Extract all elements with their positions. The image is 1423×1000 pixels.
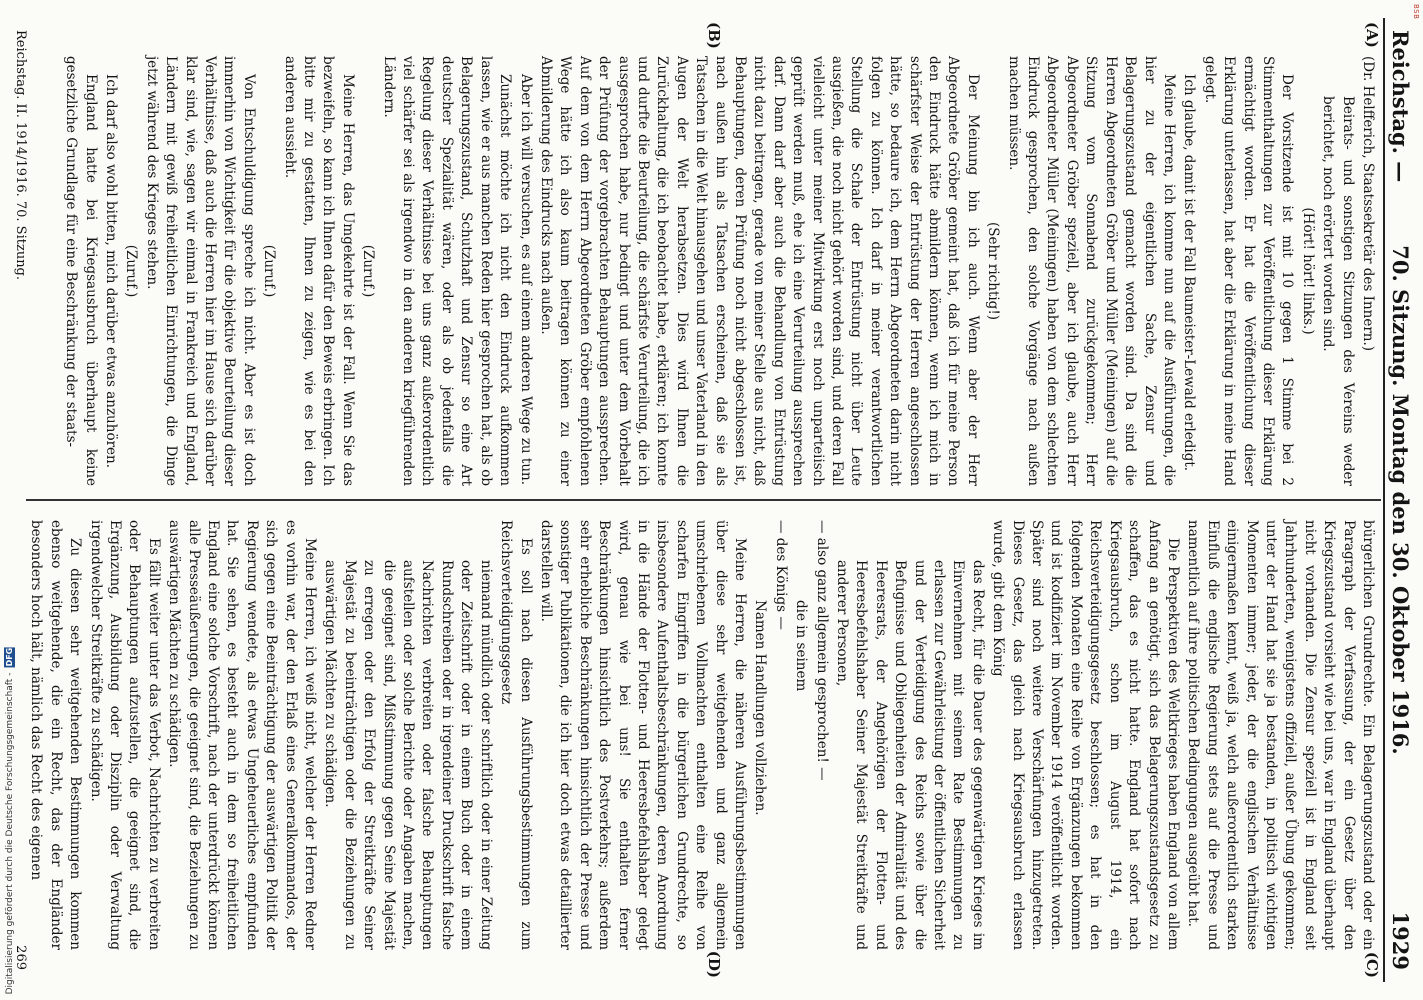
paragraph: Beirats- und sonstigen Sitzungen des Vereins weder berichtet, noch erörtert worden sind. — [1320, 96, 1356, 486]
interjection: (Hört! hört! links.) — [1299, 207, 1316, 335]
column-divider — [26, 499, 1381, 501]
aside: — also ganz allgemein gesprochen! — — [813, 520, 830, 781]
margin-marker-c: (C) — [1363, 951, 1381, 978]
paragraph: Zu diesen sehr weitgehenden Bestimmungen kommen ebenso weitgehende, die ein Recht, das der Engländer besonders hoch hält, nämlich das Recht des eigenen — [28, 520, 84, 950]
quotation: die in seinem — [793, 600, 810, 692]
paragraph: England hatte bei Kriegsausbruch überhaupt keine gesetzliche Grundlage für eine Beschränkung der staats- — [63, 56, 99, 486]
left-column — [37, 56, 1377, 486]
quotation: Namen Handlungen vollziehen. — [752, 600, 769, 816]
credit-text: Digitalisierung gefördert durch die Deutsche Forschungsgemeinschaft - — [5, 672, 15, 994]
right-column — [28, 520, 1377, 950]
digitization-credit — [4, 647, 15, 994]
paragraph: Ich darf also wohl bitten, mich darüber etwas anzuhören. — [103, 74, 119, 469]
aside: — des Königs — — [772, 520, 789, 630]
margin-marker-a: (A) — [1363, 22, 1381, 48]
paragraph: Von Entschuldigung spreche ich nicht. Aber es ist doch immerhin von Wichtigkeit für die objektive Beurteilung dieser Verhältnisse, daß auch die Herren hier im Hause sich darüber klar sind, wie, sagen wir einmal in Frankreich und England, Ländern mit gewiß freiheitlichen Einrichtungen, die Dinge jetzt während des Krieges stehen. — [143, 56, 257, 486]
interjection: (Zuruf.) — [360, 244, 377, 298]
paragraph: Meine Herren, die näheren Ausführungsbestimmungen über diese sehr weitgehenden und ganz allgemein umschriebenen Vollmachten enthalten eine Reihe von scharfen Eingriffen in die bürgerlichen Grundrechte, so insbesondere Aufenthaltsbeschränkungen, deren Anordnung in die Hände der Flotten- und Heeresbefehlshaber gelegt wird, genau wie bei uns! Sie enthalten ferner Beschränkungen hinsichtlich des Postverkehrs; außerdem sehr erhebliche Beschränkungen hinsichtlich der Presse und sonstiger Publikationen, die ich hier doch etwas detaillierter darstellen will. — [537, 520, 748, 950]
speaker-line: (Dr. Helfferich, Staatssekretär des Innern.) — [1360, 56, 1376, 352]
quotation: niemand mündlich oder schriftlich oder in einer Zeitung oder Zeitschrift oder in einem Buch oder in einem Rundschreiben oder in irgendeiner Druckschrift falsche Nachrichten verbreiten oder falsche Behauptungen aufstellen oder solche Berichte oder Angaben machen, die geeignet sind, Mißstimmung gegen Seine Majestät zu erregen oder den Erfolg der Streitkräfte Seiner Majestät zu beeinträchtigen oder die Beziehungen zu auswärtigen Mächten zu schädigen. — [322, 560, 494, 950]
paragraph: Der Vorsitzende ist mit 10 gegen 1 Stimme bei 2 Stimmenthaltungen zur Veröffentlichung dieser Erklärung ermächtigt worden. Er hat die Veröffentlichung dieser Erklärung unterlassen, hat aber die Erklärung in meine Hand gelegt. — [1201, 56, 1296, 486]
running-head-left: Reichstag. — — [1388, 30, 1413, 183]
paragraph: Der Meinung bin ich auch. Wenn aber der Herr Abgeordnete Gröber gemeint hat, daß ich für meine Person den Eindruck hätte abmildern können, wenn ich mich in schärfster Weise der Entrüstung der Herren angeschlossen hätte, so bedaure ich, dem Herrn Abgeordneten darin nicht folgen zu können. Ich darf in meiner verantwortlichen Stellung die Schale der Entrüstung nicht über Leute ausgießen, die noch nicht gehört worden sind, und deren Fall vielleicht unter meiner Mitwirkung erst noch unparteiisch geprüft werden muß, ehe ich eine Verurteilung aussprechen darf. Dann darf aber auch die Behandlung von Entrüstung nicht dazu beitragen, gerade von meiner Stelle aus nicht, daß Behauptungen, deren Prüfung noch nicht abgeschlossen ist, nach außen hin als Tatsachen erscheinen, daß sie als Tatsachen in die Welt hinausgehen und unser Vaterland in den Augen der Welt herabsetzen. Dies wird Ihnen die Zurückhaltung, die ich beobachtet habe, erklären; ich konnte und durfte die Beurteilung, die schärfste Verurteilung, die ich ausgesprochen habe, nur bedingt und unter dem Vorbehalt der Prüfung der vorgebrachten Behauptungen aussprechen. Auf dem von dem Herrn Abgeordneten Gröber empfohlenen Wege hätte ich also kaum beitragen können zu einer Abmilderung des Eindrucks nach außen. — [537, 56, 981, 486]
paragraph: Es fällt weiter unter das Verbot, Nachrichten zu verbreiten oder Behauptungen aufzustellen, die geeignet sind, die Ergänzung, Ausbildung oder Disziplin oder Verwaltung irgendwelcher Streitkräfte zu schädigen. — [87, 520, 162, 950]
page-number-bottom: 269 — [13, 945, 28, 970]
header-rule — [1383, 18, 1385, 982]
quotation: das Recht, für die Dauer des gegenwärtigen Krieges im Einvernehmen mit seinem Rate Bestimmungen zu erlassen zur Gewährleistung der öffentlichen Sicherheit und der Verteidigung des Reichs sowie über die Befugnisse und Obliegenheiten der Admiralität und des Heeresrats, der Angehörigen der Flotten- und Heeresbefehlshaber Seiner Majestät Streitkräfte und anderer Personen, — [834, 560, 986, 950]
paragraph: Aber ich will versuchen, es auf einem anderen Wege zu tun. — [517, 74, 534, 486]
margin-marker-d: (D) — [705, 950, 723, 978]
interjection: (Zuruf.) — [261, 244, 278, 298]
paragraph: Es soll nach diesen Ausführungsbestimmungen zum Reichsverteidigungsgesetz — [498, 520, 534, 950]
running-head — [1385, 30, 1419, 970]
paragraph: Die Perspektiven des Weltkrieges haben England von allem Anfang an genötigt, sich das Belagerungszustandsgesetz zu schaffen, das es nicht hatte. England hat sofort nach Kriegsausbruch, schon im August 1914, ein Reichsverteidigungsgesetz beschlossen; es hat in den folgenden Monaten eine Reihe von Ergänzungen bekommen und ist kodifiziert im November 1914 veröffentlicht worden. Später sind noch weitere Verschärfungen hinzugetreten. Dieses Gesetz, das gleich nach Kriegsausbruch erlassen wurde, gibt dem König — [990, 520, 1181, 950]
dfg-logo-icon: DFG — [5, 647, 14, 667]
paragraph: bürgerlichen Grundrechte. Ein Belagerungszustand oder ein Paragraph der Verfassung, der ein Gesetz über den Kriegszustand vorsieht wie bei uns, war in England überhaupt nicht vorhanden. Die Zensur speziell ist in England seit Jahrhunderten, wenigstens offiziell, außer Übung gekommen; unter der Hand hat sie ja bestanden, in politisch wichtigen Momenten immer; jeder, der die englischen Verhältnisse einigermaßen kennt, weiß ja, welch außerordentlich starken Einfluß die englische Regierung stets auf die Presse und namentlich auf ihre politischen Bedingungen ausgeübt hat. — [1185, 520, 1376, 950]
page-number-top: 1929 — [1388, 911, 1413, 970]
interjection: (Sehr richtig!) — [985, 221, 1002, 321]
paragraph: Meine Herren, das Umgekehrte ist der Fall. Wenn Sie das bezweifeln, so kann ich Ihnen dafür den Beweis erbringen. Ich bitte mir zu gestatten, Ihnen zu zeigen, wie es bei den anderen aussieht. — [281, 56, 356, 486]
paragraph: Meine Herren, ich komme nun auf die Ausführungen, die hier zu der eigentlichen Sache, Zensur und Belagerungszustand gemacht worden sind. Da sind die Herren Abgeordneten Gröber und Müller (Meiningen) auf die Sitzung vom Sonnabend zurückgekommen; Herr Abgeordneter Gröber speziell, aber ich glaube, auch Herr Abgeordneter Müller (Meiningen) haben von dem schlechten Eindruck gesprochen, den solche Vorgänge nach außen machen müssen. — [1005, 56, 1177, 486]
paragraph: Meine Herren, ich weiß nicht, welcher der Herren Redner es vorhin war, der den Erlaß eines Generalkommandos, der sich gegen eine Beeinträchtigung der auswärtigen Politik der Regierung wendete, als etwas Ungeheuerliches empfunden hat. Sie sehen, es besteht auch in dem so freiheitlichen England eine solche Vorschrift, nach der unterdrückt können alle Presseäußerungen, die geeignet sind, die Beziehungen zu auswärtigen Mächten zu schädigen. — [166, 520, 319, 950]
margin-marker-b: (B) — [705, 22, 723, 49]
interjection: (Zuruf.) — [123, 244, 140, 298]
paragraph: Ich glaube, damit ist der Fall Baumeister-Lewald erledigt. — [1181, 74, 1198, 472]
running-head-title: 70. Sitzung. Montag den 30. Oktober 1916. — [1388, 245, 1413, 755]
page-footer: Reichstag. II. 1914/1916. 70. Sitzung. — [13, 30, 28, 281]
paragraph: Zunächst möchte ich nicht den Eindruck aufkommen lassen, wie er aus manchen Reden hier gesprochen hat, als ob Belagerungszustand, Schutzhaft und Zensur so eine Art deutscher Spezialität wären, oder als ob jedenfalls die Regelung dieser Verhältnisse bei uns ganz außerordentlich viel schärfer sei als irgendwo in den anderen kriegführenden Ländern. — [380, 56, 514, 486]
library-watermark: BSB — [1412, 4, 1420, 20]
